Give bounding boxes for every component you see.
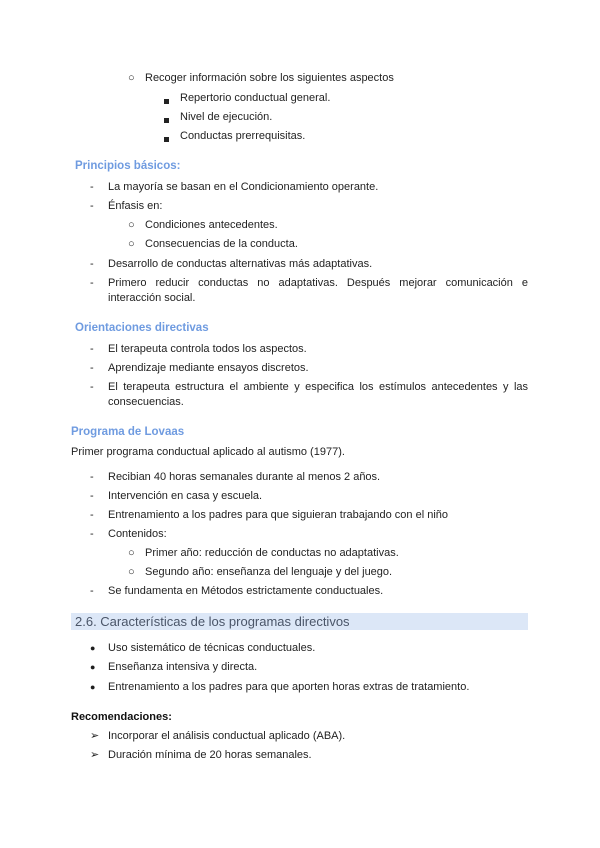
dash-bullet-icon: - bbox=[90, 585, 94, 597]
list-item: Nivel de ejecución. bbox=[180, 111, 273, 123]
dash-bullet-icon: - bbox=[90, 277, 94, 289]
list-item: Consecuencias de la conducta. bbox=[145, 238, 298, 250]
list-item: Recibian 40 horas semanales durante al menos 2 años. bbox=[108, 471, 381, 483]
dash-bullet-icon: - bbox=[90, 343, 94, 355]
list-item: Intervención en casa y escuela. bbox=[108, 490, 263, 502]
list-item: Enseñanza intensiva y directa. bbox=[108, 661, 258, 673]
list-item: Entrenamiento a los padres para que aporten horas extras de tratamiento. bbox=[108, 681, 470, 693]
list-item: Recoger información sobre los siguientes aspectos bbox=[145, 72, 394, 84]
dash-bullet-icon: - bbox=[90, 509, 94, 521]
arrow-bullet-icon: ➢ bbox=[90, 730, 100, 742]
list-item: El terapeuta estructura el ambiente y especifica los estímulos antecedentes y las consecuencias. bbox=[108, 381, 528, 408]
list-item: Duración mínima de 20 horas semanales. bbox=[108, 749, 312, 761]
dot-bullet-icon: ● bbox=[90, 682, 96, 692]
dash-bullet-icon: - bbox=[90, 362, 94, 374]
list-item: Uso sistemático de técnicas conductuales. bbox=[108, 642, 316, 654]
paragraph: Primer programa conductual aplicado al autismo (1977). bbox=[71, 446, 345, 458]
list-item: Énfasis en: bbox=[108, 200, 163, 212]
list-item: Repertorio conductual general. bbox=[180, 92, 331, 104]
dot-bullet-icon: ● bbox=[90, 643, 96, 653]
list-item: Incorporar el análisis conductual aplicado (ABA). bbox=[108, 730, 346, 742]
list-item: Primero reducir conductas no adaptativas. Después mejorar comunicación e interacción social. bbox=[108, 277, 528, 304]
section-title: 2.6. Características de los programas directivos bbox=[75, 614, 350, 629]
list-item: Se fundamenta en Métodos estrictamente conductuales. bbox=[108, 585, 384, 597]
square-bullet-icon bbox=[164, 94, 169, 108]
circle-bullet-icon: ○ bbox=[128, 547, 135, 559]
list-item: Desarrollo de conductas alternativas más adaptativas. bbox=[108, 258, 373, 270]
dash-bullet-icon: - bbox=[90, 258, 94, 270]
list-item: Conductas prerrequisitas. bbox=[180, 130, 306, 142]
list-item: La mayoría se basan en el Condicionamiento operante. bbox=[108, 181, 379, 193]
arrow-bullet-icon: ➢ bbox=[90, 749, 100, 761]
list-item: Aprendizaje mediante ensayos discretos. bbox=[108, 362, 309, 374]
dash-bullet-icon: - bbox=[90, 490, 94, 502]
square-bullet-icon bbox=[164, 132, 169, 146]
dash-bullet-icon: - bbox=[90, 471, 94, 483]
dot-bullet-icon: ● bbox=[90, 662, 96, 672]
heading-lovaas: Programa de Lovaas bbox=[71, 426, 185, 438]
circle-bullet-icon: ○ bbox=[128, 72, 135, 84]
circle-bullet-icon: ○ bbox=[128, 566, 135, 578]
dash-bullet-icon: - bbox=[90, 181, 94, 193]
heading-principios: Principios básicos: bbox=[75, 160, 181, 172]
dash-bullet-icon: - bbox=[90, 381, 94, 393]
list-item: Segundo año: enseñanza del lenguaje y del juego. bbox=[145, 566, 393, 578]
heading-orientaciones: Orientaciones directivas bbox=[75, 322, 209, 334]
circle-bullet-icon: ○ bbox=[128, 238, 135, 250]
list-item: Primer año: reducción de conductas no adaptativas. bbox=[145, 547, 399, 559]
list-item: Condiciones antecedentes. bbox=[145, 219, 278, 231]
dash-bullet-icon: - bbox=[90, 200, 94, 212]
list-item: El terapeuta controla todos los aspectos. bbox=[108, 343, 307, 355]
circle-bullet-icon: ○ bbox=[128, 219, 135, 231]
heading-recomendaciones: Recomendaciones: bbox=[71, 711, 172, 723]
dash-bullet-icon: - bbox=[90, 528, 94, 540]
list-item: Entrenamiento a los padres para que siguieran trabajando con el niño bbox=[108, 509, 449, 521]
square-bullet-icon bbox=[164, 113, 169, 127]
list-item: Contenidos: bbox=[108, 528, 167, 540]
